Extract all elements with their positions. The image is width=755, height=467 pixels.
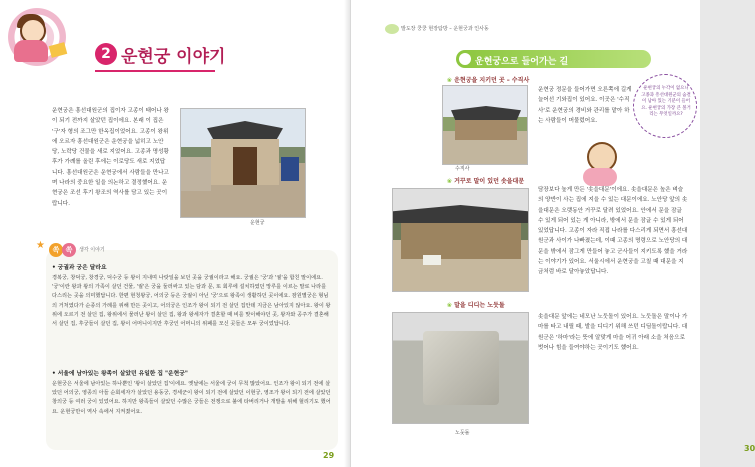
sujiksa-building <box>455 120 517 140</box>
photo-caption: 운현궁 <box>250 220 265 226</box>
header-tag: 발도장 쿵쿵 현장탐방 – 운현궁과 인사동 <box>401 26 489 32</box>
box-text-1: 경복궁, 창덕궁, 창경궁, 덕수궁 등 왕이 지내며 나랏일을 보던 곳을 궁궐이라고 해요. 궁궐은 '궁'과 '궐'을 합친 말이에요. '궁'이란 왕과 왕의 가족이 살던 건물, '궐'은 궁을 둘러싸고 있는 담과 문, 또 회루에 설치하였던 망루를 이르는 말로 나라를 다스리는 곳을 의미했답니다. 한편 현청왕궁, 어의궁 등은 궁궐이 아닌 '궁'으로 왕족이 생활하던 곳이에요. 잠원별궁은 형님의 거처였다가 순종의 가례를 위해 만든 곳이고, 어의궁은 인조가 왕이 되기 전 살던 집안데 지금은 남아있지 않아요. 왕이 왕위에 오르기 전 살던 집, 왕위에서 물러난 왕이 살던 집, 왕과 왕세자가 결혼할 때 비를 맞이해야던 곳, 왕자와 공주가 결혼해서 살던 집, 후궁들이 살던 집, 왕이 어머니이지만 후궁인 어머니의 위패를 모신 곳들은 모두 궁이었답니다. <box>52 275 331 328</box>
section-text-2: 담장보다 높게 만든 '솟을대문'이에요. 솟을대문은 높은 벼슬의 양반이 사는 집에 지을 수 있는 대문이에요. 노안당 앞의 솟을대문은 오랫동안 거꾸로 달려 있었어요. 안에서 문을 잠글 수 있게 되어 있는 게 아니라, 밖에서 문을 잠글 수 있게 되어 있었답니다. 고종이 자라 직접 나라를 다스리게 되면서 흥선대원군과 사이가 나빠졌는데, 이때 고종의 명령으로 노안당의 대문을 밖에서 잠그게 만들어 놓고 군사들이 지키도록 했을 거라는 이야기가 있어요. 서울시에서 운현궁을 고칠 때 대문을 지금처럼 바로 달아놓았답니다. <box>538 187 688 276</box>
girl-illustration-body <box>14 40 48 62</box>
soseul-gate-photo <box>392 188 529 292</box>
box-heading-2: • 서울에 남아있는 왕족이 살았던 유일한 집 "운현궁" <box>52 371 188 377</box>
side-wall <box>181 157 211 191</box>
flower-icon: ❀ <box>447 77 455 84</box>
leaf-icon <box>385 24 399 34</box>
gate-roof <box>207 121 283 139</box>
box-subtitle: 생각 이야기 <box>79 247 105 253</box>
stone-block <box>423 331 499 405</box>
gate-roof <box>393 205 528 223</box>
stepping-stone <box>423 255 441 265</box>
speech-bubble-text: 운현궁의 누각이 없으니 고종과 흥선대원군의 숨결이 남아 있는 기분이 들어요. 운현궁의 가장 큰 볼거리는 무엇일까요? <box>641 86 691 117</box>
gate-body <box>401 223 521 259</box>
intro-paragraph: 운현궁은 흥선대원군의 집이자 고종이 태어나 왕이 되기 전까지 살았던 집이에요. 본래 이 집은 '구'자 형의 조그만 한옥집이었어요. 고종이 왕위에 오르자 흥선대원군은 운현궁을 넓히고 노안당, 노락당 건물을 새로 지었어요. 고종과 명성황후가 가례를 올린 후에는 이로당도 새로 지었답니다. 흥선대원군은 운현궁에서 사람들을 만나고며 나라의 중요한 일을 의논하고 결정했어요. 운현궁은 조선 후기 왕조의 역사를 담고 있는 곳이랍니다. <box>52 108 169 207</box>
box-heading-1: • 궁궐과 궁은 달라요 <box>52 265 107 271</box>
banner-title: 운현궁으로 들어가는 길 <box>475 57 569 67</box>
page-number-right: 30 <box>744 444 755 453</box>
girl-character-body <box>583 168 617 186</box>
caption-sujiksa: 수직사 <box>455 166 470 172</box>
right-page <box>350 0 755 467</box>
nodutdol-photo <box>392 312 529 424</box>
banner-circle-icon <box>459 53 471 65</box>
caption-nodutdol: 노둣돌 <box>455 430 470 436</box>
page-title: 운현궁 이야기 <box>121 47 226 67</box>
section-number: 2 <box>95 43 117 65</box>
flower-icon: ❀ <box>447 178 455 185</box>
box-badge-2: 쏙 <box>62 243 76 257</box>
box-badge-1: 쏙 <box>49 243 63 257</box>
section-heading-1: ❀ 운현궁을 지키던 곳 – 수직사 <box>447 77 530 84</box>
info-board <box>281 157 299 181</box>
section-heading-3: ❀ 말을 디디는 노둣돌 <box>447 302 505 309</box>
section-text-1: 운현궁 정문을 들어가면 오른쪽에 길게 늘어선 기와집이 있어요. 이곳은 '수직사'로 운현궁의 경비와 관리를 맡아 하는 사람들이 머물렀어요. <box>538 87 632 124</box>
unhyeongung-photo <box>180 108 306 218</box>
title-underline <box>95 70 215 72</box>
flower-icon: ❀ <box>447 302 455 309</box>
page-number-left: 29 <box>323 451 335 460</box>
sujiksa-photo <box>442 85 528 165</box>
star-icon: ★ <box>36 240 45 251</box>
section-heading-2: ❀ 거꾸로 말이 있던 솟을대문 <box>447 178 525 185</box>
box-text-2: 운현궁은 서울에 남아있는 하나뿐인 '왕이 살았던 집'이에요. 옛날에는 서울에 궁이 무척 많았어요. 인조가 왕이 되기 전에 살았던 어의궁, 영종의 아들 순회세자가 살았던 용동궁, 경세군이 왕이 되기 전에 살았던 이현궁, 영조가 왕이 되기 전에 살았던 창의궁 등 여러 궁이 있었어요. 하지만 왕족들이 살았던 수많은 궁들은 전쟁으로 불에 타버리거나 개발을 위해 헐리기도 했어요. 운현궁만이 역사 속에서 지켜졌어요. <box>52 381 331 415</box>
left-page <box>0 0 350 467</box>
sujiksa-roof <box>451 106 521 120</box>
section-text-3: 솟을대문 앞에는 네모난 노둣돌이 있어요. 노둣돌은 말이나 가마를 타고 내릴 때, 발을 디디기 위해 쓰던 디딤돌이랍니다. 대원군은 '하마'라는 뜻에 알맞게 마을 어귀 아래 소을 처음으로 벗어나 힘을 들여야하는 곳이기도 했어요. <box>538 314 688 351</box>
gate-door <box>233 147 257 185</box>
